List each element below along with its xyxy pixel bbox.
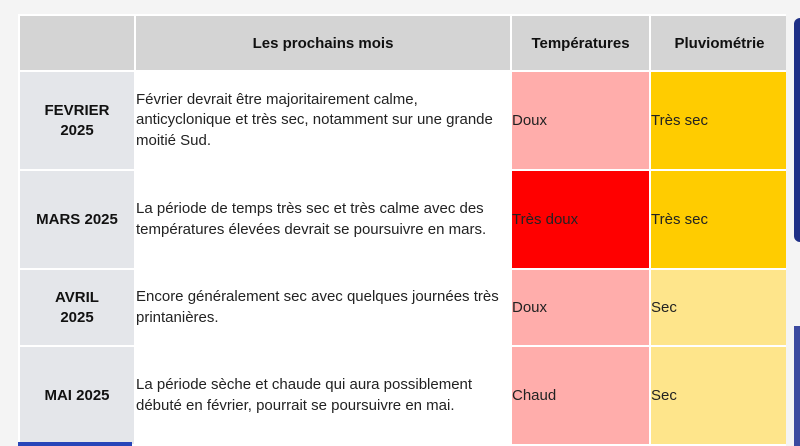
table-row xyxy=(19,170,789,269)
temperature-cell: Très doux xyxy=(511,170,650,269)
header-corner-cell xyxy=(19,15,135,71)
temperature-cell: Chaud xyxy=(511,346,650,445)
temperature-cell: Doux xyxy=(511,71,650,170)
header-rainfall: Pluviométrie xyxy=(650,15,789,71)
rainfall-cell: Sec xyxy=(650,346,789,445)
month-label: FEVRIER 2025 xyxy=(44,101,110,139)
table-header-row xyxy=(19,15,789,71)
month-cell xyxy=(19,170,135,269)
scroll-thumb xyxy=(794,18,800,242)
edge-accent xyxy=(794,326,800,446)
rainfall-cell: Très sec xyxy=(650,170,789,269)
description-cell: La période de temps très sec et très calme avec des températures élevées devrait se poursuivre en mars. xyxy=(135,170,511,269)
table-row xyxy=(19,269,789,346)
header-period: Les prochains mois xyxy=(135,15,511,71)
bottom-accent-line xyxy=(18,442,132,446)
month-label: MAI 2025 xyxy=(44,386,110,404)
month-label: MARS 2025 xyxy=(36,210,118,228)
month-cell xyxy=(19,346,135,445)
header-temperature: Températures xyxy=(511,15,650,71)
description-cell: Février devrait être majoritairement calme, anticyclonique et très sec, notamment sur une grande moitié Sud. xyxy=(135,71,511,170)
month-cell xyxy=(19,71,135,170)
month-cell xyxy=(19,269,135,346)
description-cell: La période sèche et chaude qui aura possiblement débuté en février, pourrait se poursuivre en mai. xyxy=(135,346,511,445)
forecast-table xyxy=(18,14,790,446)
table-row xyxy=(19,71,789,170)
table-row xyxy=(19,346,789,445)
temperature-cell: Doux xyxy=(511,269,650,346)
month-label: AVRIL 2025 xyxy=(55,288,99,326)
rainfall-cell: Très sec xyxy=(650,71,789,170)
page-edge-scroll-indicator xyxy=(786,0,800,446)
rainfall-cell: Sec xyxy=(650,269,789,346)
description-cell: Encore généralement sec avec quelques journées très printanières. xyxy=(135,269,511,346)
